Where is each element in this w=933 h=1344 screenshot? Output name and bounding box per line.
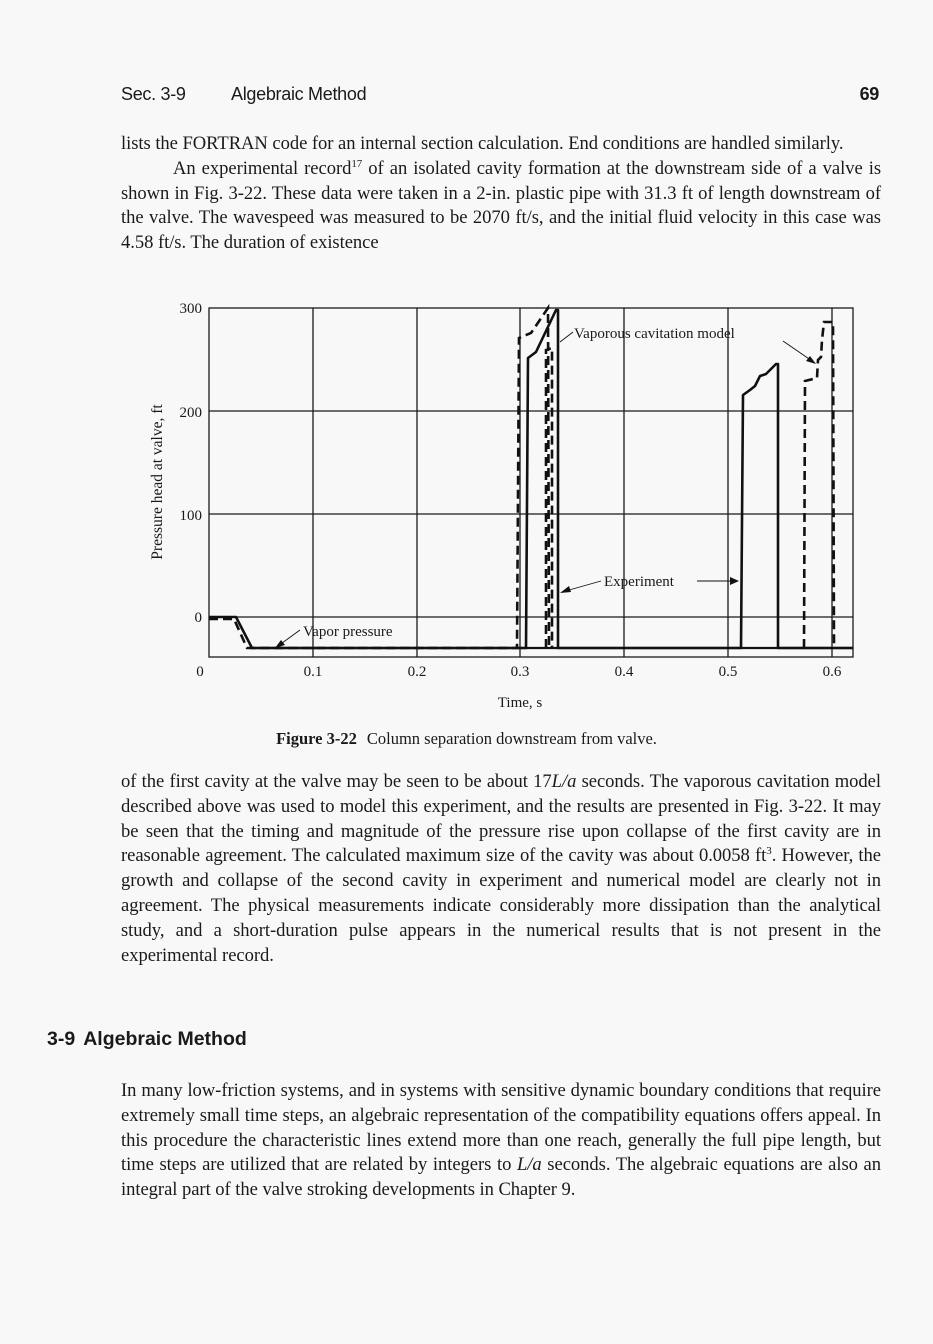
y-tick-300: 300 xyxy=(179,301,202,317)
paragraph-4-text-a: In many low-friction systems, and in systems with sensitive dynamic boundary conditions that require extremely small time steps, an algebraic representation of the compatibility equations offers appeal. In this procedure the characteristic lines extend more than one reach, generally the full pipe length, but time steps are utilized that are related by integers to xyxy=(121,1080,881,1176)
section-heading xyxy=(47,1028,247,1051)
paragraph-3-text-a: of the first cavity at the valve may be seen to be about 17 xyxy=(121,771,552,792)
model-arrow-left xyxy=(560,332,573,342)
figure-number: Figure 3-22 xyxy=(276,729,357,748)
superscript-3: 3 xyxy=(766,845,772,858)
running-head-section: Sec. 3-9 xyxy=(121,84,186,104)
experiment-annotation: Experiment xyxy=(604,574,674,590)
figure-caption-text: Column separation downstream from valve. xyxy=(366,729,657,748)
paragraph-1: lists the FORTRAN code for an internal section calculation. End conditions are handled similarly. xyxy=(121,133,844,154)
paragraph-2-text-b: of an isolated cavity formation at the downstream side of a valve is shown in Fig. 3-22. These data were taken in a 2-in. plastic pipe with 31.3 ft of length downstream of the valve. The wavespeed was measured to be 2070 ft/s, and the initial fluid velocity in this case was 4.58 ft/s. The duration of existence xyxy=(121,157,882,254)
figure-caption xyxy=(0,729,933,749)
svg-text:0.6: 0.6 xyxy=(822,664,842,680)
running-head xyxy=(121,84,881,110)
chart-grid xyxy=(209,308,853,657)
svg-text:0.5: 0.5 xyxy=(718,664,738,680)
paragraph-2-text-a: An experimental record xyxy=(173,157,352,179)
running-head-title: Algebraic Method xyxy=(231,84,367,104)
paragraph-3-text-c: . However, the growth and collapse of the second cavity in experiment and numerical model are clearly not in agreement. The physical measurements indicate considerably more dissipation than the analytical study, and a short-duration pulse appears in the numerical results that is not present in the experimental record. xyxy=(121,845,881,966)
model-annotation: Vaporous cavitation model xyxy=(574,326,735,342)
y-tick-0: 0 xyxy=(194,610,202,626)
svg-text:0.4: 0.4 xyxy=(614,664,634,680)
y-tick-200: 200 xyxy=(179,405,202,421)
section-title: Algebraic Method xyxy=(83,1028,247,1050)
paragraph-3 xyxy=(121,770,881,968)
experiment-curve xyxy=(209,310,853,648)
paragraph-4-text-b: seconds. The algebraic equations are also an integral part of the valve stroking developments in Chapter 9. xyxy=(121,1154,881,1201)
x-axis-label: Time, s xyxy=(497,695,543,711)
paragraph-2 xyxy=(121,157,881,256)
figure-3-22-chart xyxy=(140,295,870,711)
svg-text:0.1: 0.1 xyxy=(303,664,323,680)
arrowhead-icon xyxy=(806,356,816,364)
footnote-ref-17[interactable]: 17 xyxy=(351,157,363,170)
y-tick-labels xyxy=(180,301,203,626)
arrowhead-icon xyxy=(560,586,571,593)
paragraph-3-italic: L/a xyxy=(551,771,577,792)
y-axis-label: Pressure head at valve, ft xyxy=(149,404,166,560)
paragraph-4-italic: L/a xyxy=(517,1154,542,1176)
page-number: 69 xyxy=(859,84,879,104)
x-tick-labels xyxy=(196,664,842,680)
y-tick-100: 100 xyxy=(179,508,202,524)
svg-text:0.2: 0.2 xyxy=(407,664,427,680)
svg-text:0.3: 0.3 xyxy=(510,664,530,680)
vapor-annotation: Vapor pressure xyxy=(303,624,393,640)
paragraph-3-text-b: seconds. The vaporous cavitation model described above was used to model this experiment, and the results are presented in Fig. 3-22. It may be seen that the timing and magnitude of the pressure rise upon collapse of the first cavity are in reasonable agreement. The calculated maximum size of the cavity was about 0.0058 ft xyxy=(121,771,881,867)
section-number: 3-9 xyxy=(47,1028,76,1050)
svg-text:0: 0 xyxy=(196,664,204,680)
arrowhead-icon xyxy=(730,577,739,585)
paragraph-4 xyxy=(121,1079,881,1203)
paragraph-continued xyxy=(121,132,881,256)
